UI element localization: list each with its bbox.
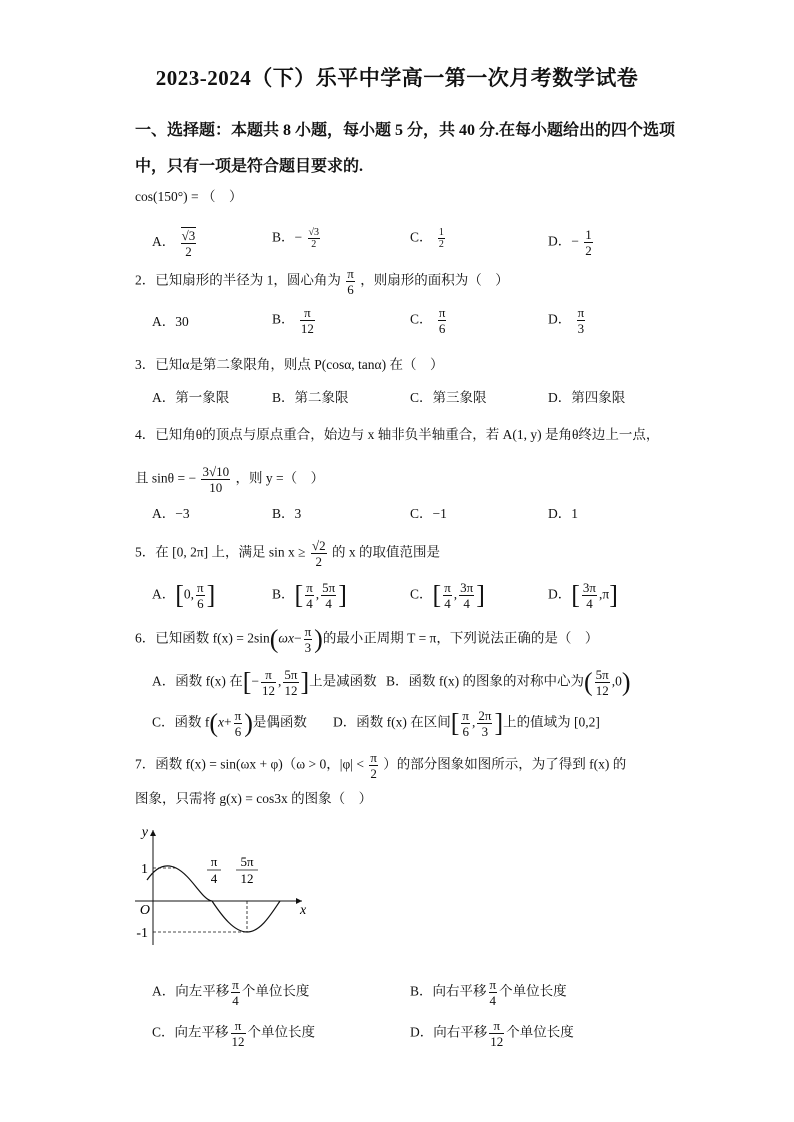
section-heading-line1: 一、选择题：本题共 8 小题，每小题 5 分，共 40 分.在每小题给出的四个选项 [135, 122, 676, 139]
q6-option-b: B．函数 f(x) 的图象的对称中心为( $\frac{5\pi}{12}$ ,0) [386, 667, 631, 698]
q4-option-a: A．−3 [152, 506, 190, 521]
q4-stem-line2: 且 sinθ = − $\frac{3√10}{10}$ ，则 y =（ ） [135, 464, 325, 495]
q3-option-b: B．第二象限 [272, 390, 349, 405]
q4-option-c: C．−1 [410, 506, 447, 521]
q2-stem: 2．已知扇形的半径为 1，圆心角为 $\frac{\pi}{6}$ ，则扇形的面积为（ ） [135, 266, 509, 297]
q6-option-c: C．函数 f(x+ $\frac{\pi}{6}$ )是偶函数 [152, 708, 307, 739]
q1-option-d: D．− $\frac{1}{2}$ [548, 227, 592, 258]
x-tick-5pi12-num: 5π [240, 854, 254, 869]
page-title: 2023-2024（下）乐平中学高一第一次月考数学试卷 [155, 66, 639, 90]
q3-option-a: A．第一象限 [152, 390, 230, 405]
y-tick-1: 1 [141, 862, 148, 877]
q5-option-c: C．[ $\frac{\pi}{4}$ , $\frac{3\pi}{4}$ ] [410, 580, 485, 611]
q1-stem: cos(150°) = （ ） [135, 189, 243, 204]
q2-option-a: A．30 [152, 314, 189, 329]
q7-option-c: C．向左平移 $\frac{\pi}{12}$ 个单位长度 [152, 1018, 316, 1049]
q5-option-a: A．[0, $\frac{\pi}{6}$ ] [152, 580, 216, 611]
q5-stem: 5．在 [0, 2π] 上，满足 sin x ≥ $\frac{√2}{2}$ 的 x 的取值范围是 [135, 538, 440, 569]
q4-option-b: B．3 [272, 506, 302, 521]
q7-option-a: A．向左平移 $\frac{\pi}{4}$ 个单位长度 [152, 977, 310, 1008]
q7-stem-line1: 7．函数 f(x) = sin(ωx + φ)（ω > 0，|φ| < $\frac{\pi}{2}$ ）的部分图象如图所示，为了得到 f(x) 的 [135, 750, 627, 781]
q6-stem: 6．已知函数 f(x) = 2sin(ωx− $\frac{\pi}{3}$ )的最小正周期 T = π，下列说法正确的是（ ） [135, 624, 599, 655]
q7-stem-line2: 图象，只需将 g(x) = cos3x 的图象（ ） [135, 791, 373, 806]
q4-option-d: D．1 [548, 506, 578, 521]
q3-option-d: D．第四象限 [548, 390, 626, 405]
q7-function-graph [130, 820, 320, 950]
q1-option-a: A． $\frac{√3}{2}$ [152, 228, 196, 259]
q2-option-d: D． $\frac{\pi}{3}$ [548, 305, 585, 336]
q1-option-c: C． $\frac{1}{2}$ [410, 227, 444, 250]
q5-option-b: B．[ $\frac{\pi}{4}$ , $\frac{5\pi}{4}$ ] [272, 580, 347, 611]
q2-option-c: C． $\frac{\pi}{6}$ [410, 305, 446, 336]
section-heading-line2: 中，只有一项是符合题目要求的. [135, 158, 364, 175]
q6-option-d: D．函数 f(x) 在区间[ $\frac{\pi}{6}$ , $\frac{2\pi}{3}$ ]上的值域为 [0,2] [333, 708, 600, 739]
y-axis-label: y [141, 825, 148, 840]
x-tick-5pi12-den: 12 [240, 871, 254, 886]
q2-option-b: B． $\frac{\pi}{12}$ [272, 305, 314, 336]
q6-option-a: A．函数 f(x) 在[− $\frac{\pi}{12}$ , $\frac{5\pi}{12}$ ]上是减函数 [152, 667, 377, 698]
x-tick-pi4-den: 4 [210, 871, 218, 886]
q3-stem: 3．已知α是第二象限角，则点 P(cosα, tanα) 在（ ） [135, 357, 444, 372]
q7-option-d: D．向右平移 $\frac{\pi}{12}$ 个单位长度 [410, 1018, 574, 1049]
origin-label: O [139, 903, 150, 918]
q1-option-b: B．− $\frac{√3}{2}$ [272, 227, 320, 250]
q5-option-d: D．[ $\frac{3\pi}{4}$ ,π] [548, 580, 618, 611]
q4-stem-line1: 4．已知角θ的顶点与原点重合，始边与 x 轴非负半轴重合，若 A(1, y) 是角θ终边上一点， [135, 427, 660, 442]
q3-option-c: C．第三象限 [410, 390, 487, 405]
y-tick-neg1: -1 [136, 926, 148, 941]
x-axis-label: x [300, 903, 307, 918]
q7-option-b: B．向右平移 $\frac{\pi}{4}$ 个单位长度 [410, 977, 567, 1008]
x-tick-pi4-num: π [210, 854, 218, 869]
